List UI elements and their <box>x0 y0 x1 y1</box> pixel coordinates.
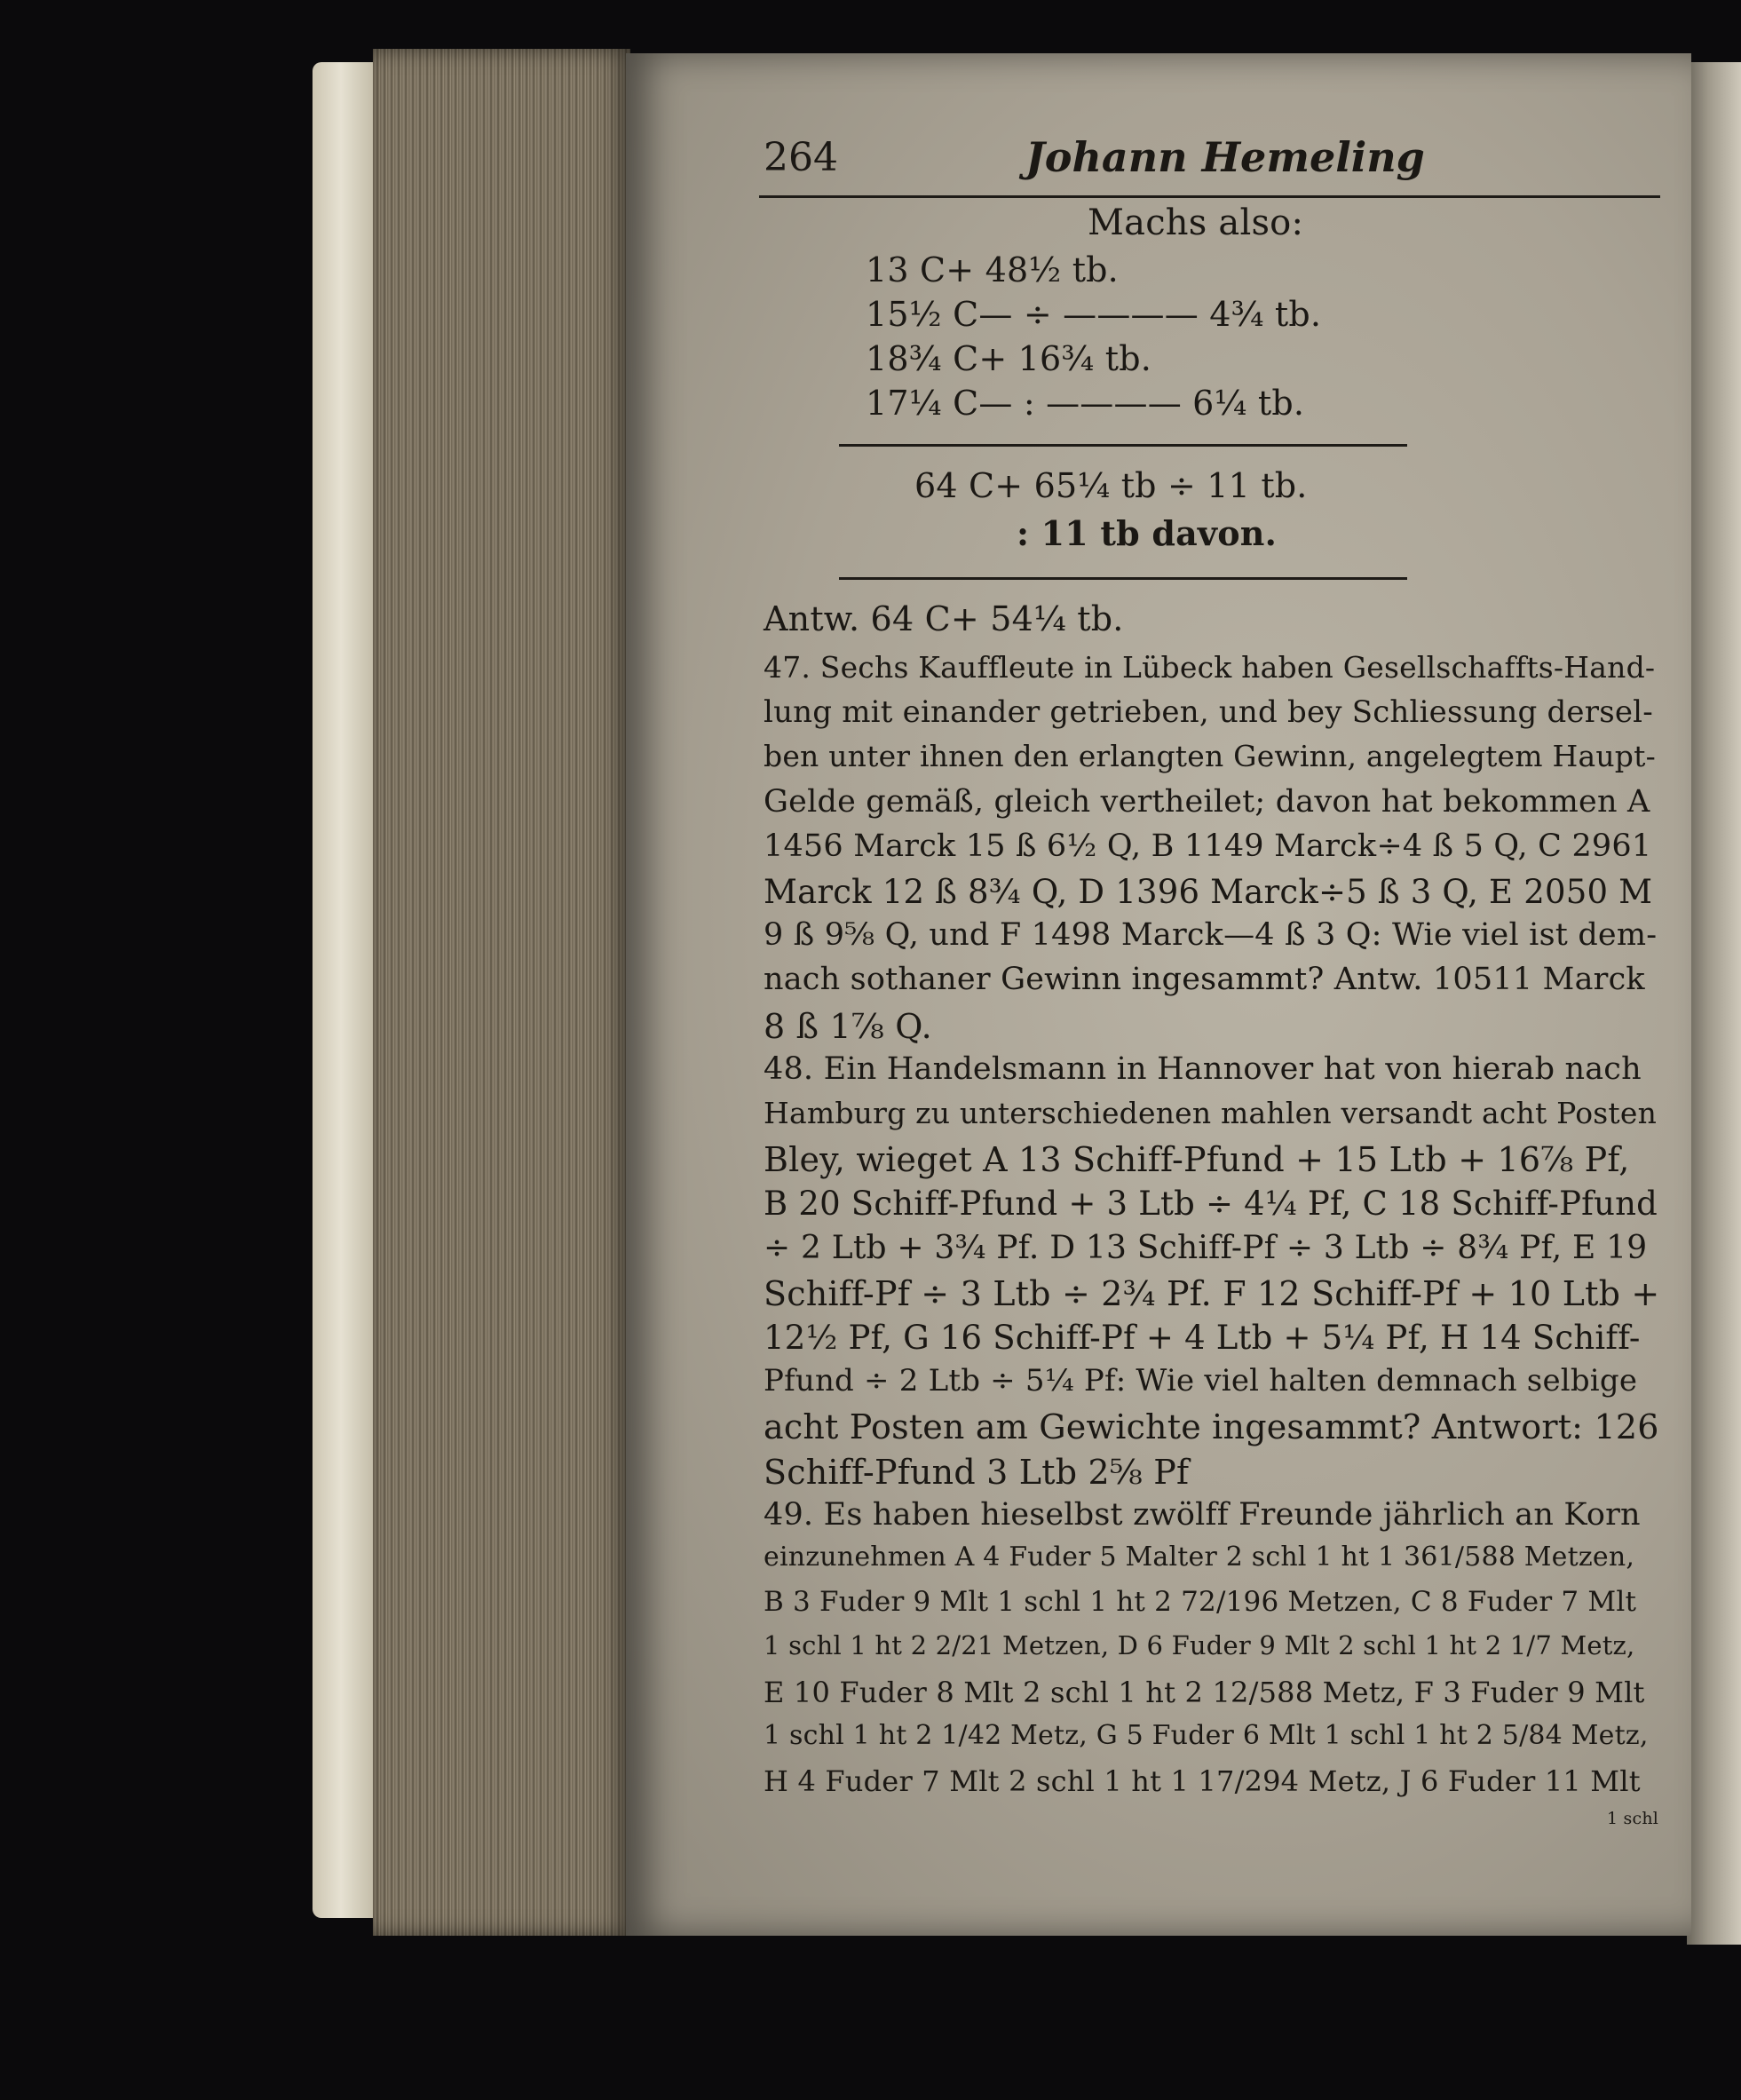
body-line: 47. Sechs Kauffleute in Lübeck haben Gesellschaffts-Hand- <box>764 650 1656 685</box>
body-line: 49. Es haben hieselbst zwölff Freunde jährlich an Korn <box>764 1496 1641 1533</box>
body-line: Gelde gemäß, gleich vertheilet; davon hat bekommen A <box>764 783 1650 820</box>
example-subtract: : 11 tb davon. <box>1017 513 1277 553</box>
example-row-1: 13 C+ 48½ tb. <box>866 250 1119 289</box>
body-line: 9 ß 9⅝ Q, und F 1498 Marck—4 ß 3 Q: Wie viel ist dem- <box>764 917 1658 954</box>
body-line: 48. Ein Handelsmann in Hannover hat von hierab nach <box>764 1050 1642 1087</box>
body-line: acht Posten am Gewichte ingesammt? Antwort: 126 <box>764 1407 1659 1447</box>
body-line: 1 schl 1 ht 2 2/21 Metzen, D 6 Fuder 9 Mlt 2 schl 1 ht 2 1/7 Metz, <box>764 1630 1635 1661</box>
body-line: E 10 Fuder 8 Mlt 2 schl 1 ht 2 12/588 Metz, F 3 Fuder 9 Mlt <box>764 1675 1645 1709</box>
body-line: B 20 Schiff-Pfund + 3 Ltb ÷ 4¼ Pf, C 18 Schiff-Pfund <box>764 1185 1658 1224</box>
body-line: 12½ Pf, G 16 Schiff-Pf + 4 Ltb + 5¼ Pf, H 14 Schiff- <box>764 1319 1641 1357</box>
body-line: 8 ß 1⅞ Q. <box>764 1006 932 1046</box>
example-row-2: 15½ C— ÷ ———— 4¾ tb. <box>866 295 1322 334</box>
body-line: Marck 12 ß 8¾ Q, D 1396 Marck÷5 ß 3 Q, E 2050 M <box>764 873 1653 911</box>
body-line: lung mit einander getrieben, und bey Schliessung dersel- <box>764 694 1653 731</box>
header-rule <box>759 195 1660 198</box>
example-row-3: 18¾ C+ 16¾ tb. <box>866 339 1151 378</box>
body-line: ÷ 2 Ltb + 3¾ Pf. D 13 Schiff-Pf ÷ 3 Ltb ÷ 8¾ Pf, E 19 <box>764 1229 1648 1266</box>
body-line: Schiff-Pf ÷ 3 Ltb ÷ 2¾ Pf. F 12 Schiff-Pf + 10 Ltb + <box>764 1273 1660 1313</box>
example-answer: Antw. 64 C+ 54¼ tb. <box>764 599 1124 638</box>
example-sum: 64 C+ 65¼ tb ÷ 11 tb. <box>914 466 1308 505</box>
body-line: einzunehmen A 4 Fuder 5 Malter 2 schl 1 ht 1 361/588 Metzen, <box>764 1541 1635 1573</box>
body-line: Schiff-Pfund 3 Ltb 2⅝ Pf <box>764 1452 1190 1492</box>
body-line: Hamburg zu unterschiedenen mahlen versandt acht Posten <box>764 1096 1658 1130</box>
example-title: Machs also: <box>1088 202 1304 243</box>
body-line: Pfund ÷ 2 Ltb ÷ 5¼ Pf: Wie viel halten demnach selbige <box>764 1363 1638 1399</box>
body-line: ben unter ihnen den erlangten Gewinn, angelegtem Haupt- <box>764 739 1656 774</box>
facing-page-edge <box>1687 62 1741 1945</box>
page-stack <box>373 49 630 1936</box>
page-number: 264 <box>764 135 838 180</box>
body-line: H 4 Fuder 7 Mlt 2 schl 1 ht 1 17/294 Metz, J 6 Fuder 11 Mlt <box>764 1764 1641 1798</box>
running-title: Johann Hemeling <box>1025 133 1425 181</box>
result-rule <box>839 577 1407 580</box>
body-line: nach sothaner Gewinn ingesammt? Antw. 10511 Marck <box>764 962 1645 998</box>
body-line: B 3 Fuder 9 Mlt 1 schl 1 ht 2 72/196 Metzen, C 8 Fuder 7 Mlt <box>764 1586 1637 1619</box>
sum-rule <box>839 444 1407 447</box>
body-line: Bley, wieget A 13 Schiff-Pfund + 15 Ltb + 16⅞ Pf, <box>764 1140 1630 1180</box>
example-row-4: 17¼ C— : ———— 6¼ tb. <box>866 384 1305 423</box>
body-line: 1456 Marck 15 ß 6½ Q, B 1149 Marck÷4 ß 5 Q, C 2961 <box>764 828 1652 864</box>
body-line: 1 schl 1 ht 2 1/42 Metz, G 5 Fuder 6 Mlt 1 schl 1 ht 2 5/84 Metz, <box>764 1719 1649 1751</box>
book-page <box>626 53 1691 1936</box>
body-line: 1 schl <box>1607 1809 1659 1829</box>
